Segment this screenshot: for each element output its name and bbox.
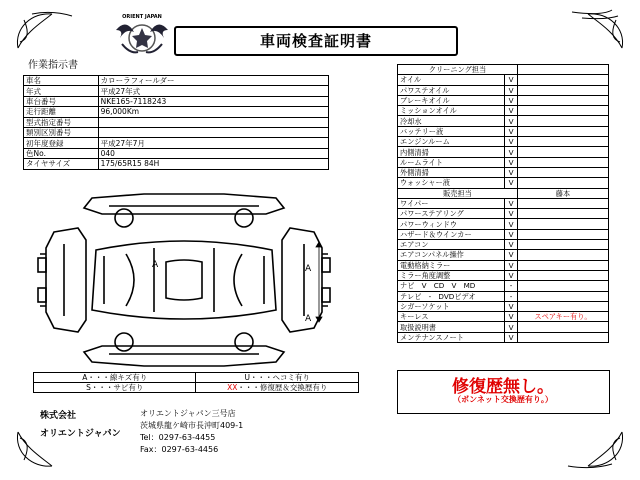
checklist-row <box>398 301 609 311</box>
checklist-note: スペアキー有り。 <box>517 312 608 322</box>
cleaning-header-row <box>398 65 609 75</box>
checklist-check: V <box>505 116 518 126</box>
checklist-label: ブレーキオイル <box>398 95 505 105</box>
checklist-check: V <box>505 312 518 322</box>
checklist-note <box>517 147 608 157</box>
checklist-label: 冷却水 <box>398 116 505 126</box>
checklist-label: パワーウィンドウ <box>398 219 505 229</box>
nav-check: V <box>421 281 427 291</box>
checklist-check: V <box>505 209 518 219</box>
checklist-row <box>398 291 609 301</box>
vehicle-key: 類別区別番号 <box>24 127 99 137</box>
company-address: 茨城県龍ケ崎市長沖町409-1 <box>140 421 244 430</box>
company-tel: Tel：0297-63-4455 <box>140 433 216 442</box>
vehicle-value <box>98 127 328 137</box>
checklist-label: 内側清掃 <box>398 147 505 157</box>
checklist-row <box>398 322 609 332</box>
checklist-check: V <box>505 229 518 239</box>
checklist-check: V <box>505 178 518 188</box>
checklist-row <box>398 270 609 280</box>
damage-mark-a-3: A <box>305 314 312 324</box>
checklist-check: V <box>505 260 518 270</box>
checklist-row <box>398 178 609 188</box>
tv-label: テレビ <box>400 291 422 301</box>
vehicle-value: カローラフィールダー <box>98 76 328 86</box>
checklist-row <box>398 126 609 136</box>
checklist-check: V <box>505 322 518 332</box>
vehicle-row <box>24 127 329 137</box>
checklist-check: V <box>505 147 518 157</box>
checklist-row <box>398 312 609 322</box>
checklist-label: ミラー角度調整 <box>398 270 505 280</box>
checklist-label: ルームライト <box>398 157 505 167</box>
car-diagram <box>34 192 334 368</box>
checklist-row <box>398 75 609 85</box>
company-name-1: 株式会社 <box>40 411 77 421</box>
checklist-row <box>398 219 609 229</box>
checklist-label: オイル <box>398 75 505 85</box>
checklist-label: 外側清掃 <box>398 167 505 177</box>
checklist-row <box>398 106 609 116</box>
checklist-label: メンテナンスノート <box>398 332 505 342</box>
checklist-check: V <box>505 332 518 342</box>
vehicle-value: 040 <box>98 148 328 158</box>
checklist-label: 取扱説明書 <box>398 322 505 332</box>
company-name-2: オリエントジャパン <box>40 429 121 439</box>
checklist-note <box>517 157 608 167</box>
vehicle-row <box>24 76 329 86</box>
checklist-row <box>398 95 609 105</box>
checklist-note <box>517 178 608 188</box>
checklist-label: ミッションオイル <box>398 106 505 116</box>
checklist-label: パワステオイル <box>398 85 505 95</box>
cleaning-staff <box>517 65 608 75</box>
checklist-note <box>517 116 608 126</box>
checklist-check: V <box>505 270 518 280</box>
md-label: MD <box>463 281 476 291</box>
checklist-check: V <box>505 157 518 167</box>
checklist-check: V <box>505 240 518 250</box>
checklist-note <box>517 229 608 239</box>
checklist-note <box>517 250 608 260</box>
checklist-row <box>398 198 609 208</box>
checklist-label: エンジンルーム <box>398 137 505 147</box>
checklist-note <box>517 322 608 332</box>
vehicle-key: 初年度登録 <box>24 138 99 148</box>
checklist-note <box>517 301 608 311</box>
vehicle-key: 車台番号 <box>24 96 99 106</box>
checklist-note <box>517 75 608 85</box>
checklist-row <box>398 250 609 260</box>
checklist-label: シガーソケット <box>398 301 505 311</box>
checklist-check: V <box>505 75 518 85</box>
repair-note: （ボンネット交換歴有り。） <box>453 395 553 404</box>
legend-s: S・・・サビ有り <box>34 383 196 393</box>
company-fax: Fax：0297-63-4456 <box>140 445 219 454</box>
vehicle-key: 型式指定番号 <box>24 117 99 127</box>
checklist-note <box>517 291 608 301</box>
checklist-row <box>398 332 609 342</box>
legend-xx-mark: XX <box>227 382 238 392</box>
checklist-check: V <box>505 137 518 147</box>
vehicle-value: 96,000Km <box>98 107 328 117</box>
checklist-note <box>517 281 608 291</box>
vehicle-row <box>24 117 329 127</box>
legend-a: A・・・線キズ有り <box>34 373 196 383</box>
legend-xx <box>196 383 359 393</box>
legend-u: U・・・ヘコミ有り <box>196 373 359 383</box>
checklist-row <box>398 137 609 147</box>
sales-staff: 藤本 <box>517 188 608 198</box>
checklist-check: V <box>505 85 518 95</box>
tv-check: - <box>428 291 432 301</box>
sales-header: 販売担当 <box>398 188 518 198</box>
checklist-label: キーレス <box>398 312 505 322</box>
checklist-row <box>398 167 609 177</box>
checklist-note <box>517 106 608 116</box>
cleaning-header: クリーニング担当 <box>398 65 518 75</box>
nav-label: ナビ <box>400 281 415 291</box>
legend-xx-text: ・・・修復歴＆交換歴有り <box>237 382 328 392</box>
dvd-label: DVDビデオ <box>438 291 476 301</box>
md-check: - <box>505 281 518 291</box>
checklist-check: V <box>505 301 518 311</box>
checklist-label: バッテリー液 <box>398 126 505 136</box>
checklist-check: V <box>505 219 518 229</box>
checklist-row <box>398 281 609 291</box>
vehicle-value: NKE165-7118243 <box>98 96 328 106</box>
vehicle-key: 走行距離 <box>24 107 99 117</box>
checklist-row <box>398 147 609 157</box>
vehicle-row <box>24 159 329 169</box>
checklist-note <box>517 85 608 95</box>
sheet-label: 作業指示書 <box>28 60 78 71</box>
checklist-note <box>517 167 608 177</box>
nav-cell <box>398 281 505 291</box>
checklist-label: エアコン <box>398 240 505 250</box>
damage-mark-a-1: A <box>152 260 159 270</box>
checklist-note <box>517 240 608 250</box>
logo-text: ORIENT JAPAN <box>122 14 162 20</box>
checklist-label: 電動格納ミラー <box>398 260 505 270</box>
vehicle-row <box>24 96 329 106</box>
page-title: 車両検査証明書 <box>174 26 458 56</box>
checklist-note <box>517 137 608 147</box>
checklist-check: V <box>505 198 518 208</box>
vehicle-key: 車名 <box>24 76 99 86</box>
brand-logo <box>112 10 172 64</box>
tv-cell <box>398 291 505 301</box>
checklist-row <box>398 157 609 167</box>
checklist-label: エアコンパネル操作 <box>398 250 505 260</box>
checklist-note <box>517 332 608 342</box>
damage-legend <box>33 372 359 393</box>
cd-label: CD <box>433 281 445 291</box>
checklist-note <box>517 219 608 229</box>
company-branch: オリエントジャパン三号店 <box>140 409 236 418</box>
checklist-label: ワイパー <box>398 198 505 208</box>
cd-check: V <box>451 281 457 291</box>
vehicle-key: タイヤサイズ <box>24 159 99 169</box>
checklist-note <box>517 260 608 270</box>
checklist-label: ウォッシャー液 <box>398 178 505 188</box>
inspection-checklist <box>397 64 609 343</box>
checklist-row <box>398 209 609 219</box>
repair-headline: 修復歴無し。 <box>452 377 554 397</box>
damage-mark-a-2: A <box>305 264 312 274</box>
vehicle-value <box>98 117 328 127</box>
vehicle-value: 平成27年式 <box>98 86 328 96</box>
vehicle-value: 175/65R15 84H <box>98 159 328 169</box>
checklist-note <box>517 198 608 208</box>
vehicle-value: 平成27年7月 <box>98 138 328 148</box>
checklist-note <box>517 209 608 219</box>
dvd-check: - <box>505 291 518 301</box>
vehicle-row <box>24 138 329 148</box>
vehicle-key: 色No. <box>24 148 99 158</box>
checklist-row <box>398 260 609 270</box>
checklist-check: V <box>505 167 518 177</box>
checklist-check: V <box>505 95 518 105</box>
checklist-check: V <box>505 250 518 260</box>
sales-header-row <box>398 188 609 198</box>
vehicle-row <box>24 86 329 96</box>
vehicle-row <box>24 107 329 117</box>
checklist-row <box>398 229 609 239</box>
checklist-label: ハザード＆ウインカー <box>398 229 505 239</box>
vehicle-row <box>24 148 329 158</box>
checklist-note <box>517 126 608 136</box>
checklist-note <box>517 95 608 105</box>
checklist-row <box>398 240 609 250</box>
checklist-check: V <box>505 126 518 136</box>
checklist-label: パワーステアリング <box>398 209 505 219</box>
checklist-row <box>398 85 609 95</box>
checklist-note <box>517 270 608 280</box>
vehicle-key: 年式 <box>24 86 99 96</box>
checklist-row <box>398 116 609 126</box>
vehicle-info-table <box>23 75 329 170</box>
checklist-check: V <box>505 106 518 116</box>
